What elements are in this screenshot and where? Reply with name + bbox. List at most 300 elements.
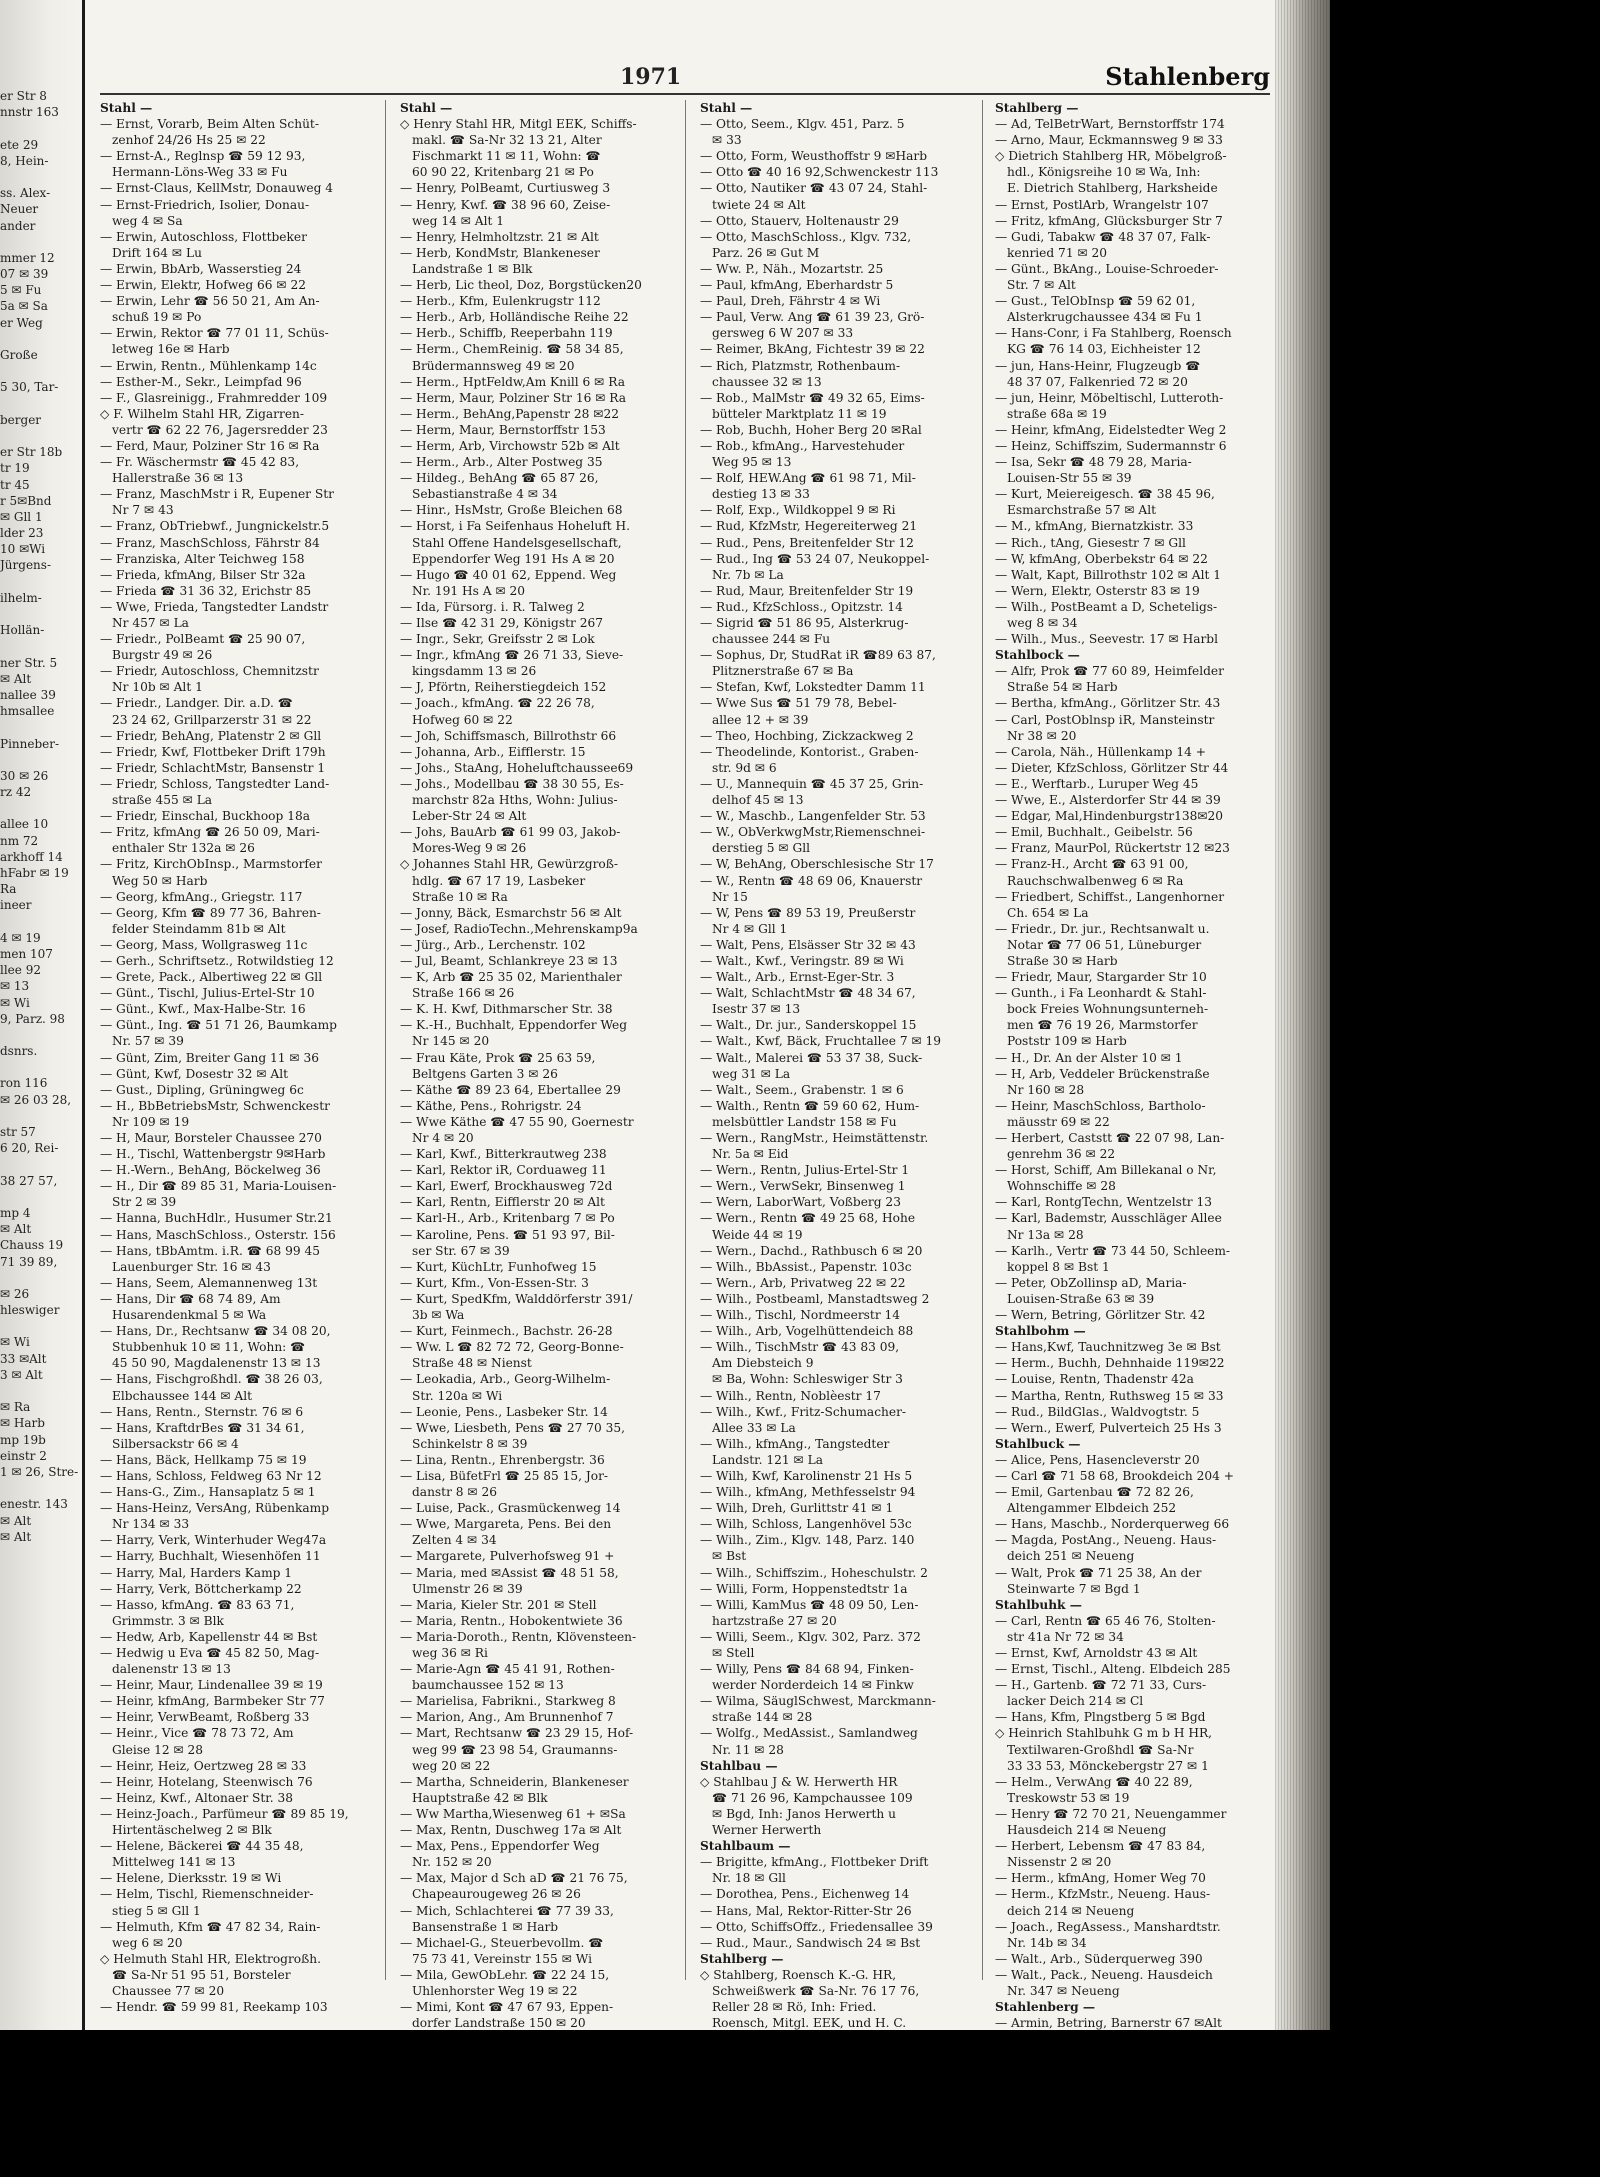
directory-entry: werder Norderdeich 14 ✉ Finkw <box>712 1678 914 1693</box>
directory-entry: — Henry, PolBeamt, Curtiusweg 3 <box>400 181 611 196</box>
section-heading: Stahlberg — <box>995 101 1079 115</box>
directory-entry: — Walt., Kwf, Bäck, Fruchtallee 7 ✉ 19 <box>700 1034 942 1049</box>
directory-entry: — Hans, Rentn., Sternstr. 76 ✉ 6 <box>100 1404 304 1419</box>
directory-entry: — Heinr, VerwBeamt, Roßberg 33 <box>100 1710 310 1725</box>
directory-entry: — Jul, Beamt, Schlankreye 23 ✉ 13 <box>400 953 618 968</box>
directory-entry: — Hasso, kfmAng. ☎ 83 63 71, <box>100 1597 295 1612</box>
directory-entry: Altengammer Elbdeich 252 <box>1007 1501 1177 1516</box>
directory-entry: — Wilh., kfmAng, Methfesselstr 94 <box>700 1485 916 1500</box>
directory-entry: Hofweg 60 ✉ 22 <box>412 712 513 727</box>
directory-entry: Nr 109 ✉ 19 <box>112 1114 190 1129</box>
directory-entry: — Günt., Tischl, Julius-Ertel-Str 10 <box>100 986 315 1001</box>
directory-entry: — H, Arb, Veddeler Brückenstraße <box>995 1066 1210 1081</box>
directory-entry: weg 4 ✉ Sa <box>112 213 183 228</box>
directory-entry: — Carl ☎ 71 58 68, Brookdeich 204 + <box>995 1468 1234 1483</box>
directory-entry: — Herm., BehAng,Papenstr 28 ✉22 <box>400 406 619 421</box>
directory-entry: danstr 8 ✉ 26 <box>412 1485 497 1500</box>
directory-entry: Nr. 191 Hs A ✉ 20 <box>412 583 526 598</box>
directory-entry: — Luise, Pack., Grasmückenweg 14 <box>400 1501 621 1516</box>
fragment-line: 1 ✉ 26, Stre- <box>0 1464 79 1479</box>
page-header <box>100 60 1270 90</box>
directory-entry: — Friedr., PolBeamt ☎ 25 90 07, <box>100 632 306 647</box>
directory-entry: — Günt, Zim, Breiter Gang 11 ✉ 36 <box>100 1050 320 1065</box>
fragment-line: mmer 12 <box>0 250 55 265</box>
directory-entry: ◇ Stahlberg, Roensch K.-G. HR, <box>700 1967 897 1982</box>
directory-entry: — Henry ☎ 72 70 21, Neuengammer <box>995 1806 1227 1821</box>
directory-entry: — Walt, Pens, Elsässer Str 32 ✉ 43 <box>700 937 916 952</box>
directory-entry: — Theo, Hochbing, Zickzackweg 2 <box>700 728 914 743</box>
directory-entry: — Gust., TelObInsp ☎ 59 62 01, <box>995 294 1196 309</box>
fragment-line: nallee 39 <box>0 687 56 702</box>
fragment-line: ✉ Alt <box>0 1222 32 1237</box>
directory-entry: E. Dietrich Stahlberg, Harksheide <box>1007 181 1218 196</box>
directory-entry: — Horst, Schiff, Am Billekanal o Nr, <box>995 1163 1217 1178</box>
directory-entry: — Hans, tBbAmtm. i.R. ☎ 68 99 45 <box>100 1243 321 1258</box>
directory-entry: — Henry, Helmholtzstr. 21 ✉ Alt <box>400 229 599 244</box>
directory-entry: weg 31 ✉ La <box>712 1066 791 1081</box>
directory-entry: — jun, Heinr, Möbeltischl, Lutteroth- <box>995 390 1224 405</box>
directory-entry: — Erwin, Rektor ☎ 77 01 11, Schüs- <box>100 326 329 341</box>
directory-entry: Nr. 5a ✉ Eid <box>712 1147 789 1162</box>
directory-entry: straße 455 ✉ La <box>112 793 213 808</box>
directory-entry: Stahl Offene Handelsgesellschaft, <box>412 535 622 550</box>
directory-entry: letweg 16e ✉ Harb <box>112 342 230 357</box>
directory-entry: — Wern., RangMstr., Heimstättenstr. <box>700 1131 929 1145</box>
section-heading: Stahl — <box>100 101 153 115</box>
directory-entry: Alsterkrugchaussee 434 ✉ Fu 1 <box>1007 310 1203 325</box>
fragment-line: dsnrs. <box>0 1044 38 1059</box>
directory-entry: — Herb., Schiffb, Reeperbahn 119 <box>400 326 613 341</box>
directory-entry: — Wilh., Arb, Vogelhüttendeich 88 <box>700 1324 914 1339</box>
directory-entry: — jun, Hans-Heinr, Flugzeugb ☎ <box>995 358 1201 373</box>
directory-entry: — Heinr, Hotelang, Steenwisch 76 <box>100 1774 313 1789</box>
directory-entry: — Helene, Bäckerei ☎ 44 35 48, <box>100 1839 304 1854</box>
directory-entry: ☎ 71 26 96, Kampchaussee 109 <box>712 1790 913 1805</box>
directory-entry: Roensch, Mitgl. EEK, und H. C. <box>712 2016 907 2031</box>
directory-entry: kenried 71 ✉ 20 <box>1007 245 1108 260</box>
directory-entry: — H., Dr. An der Alster 10 ✉ 1 <box>995 1050 1183 1065</box>
directory-entry: — Herm., Buchh, Dehnhaide 119✉22 <box>995 1356 1225 1371</box>
directory-entry: — Wern., Arb, Privatweg 22 ✉ 22 <box>700 1275 906 1290</box>
directory-entry: makl. ☎ Sa-Nr 32 13 21, Alter <box>412 133 602 148</box>
directory-entry: — Helm., VerwAng ☎ 40 22 89, <box>995 1774 1193 1789</box>
directory-entry: straße 144 ✉ 28 <box>712 1710 813 1725</box>
fragment-line: Hollän- <box>0 623 45 638</box>
directory-entry: ✉ 33 <box>712 133 742 148</box>
directory-entry: — Max, Pens., Eppendorfer Weg <box>400 1839 600 1854</box>
directory-entry: — Fr. Wäschermstr ☎ 45 42 83, <box>100 455 300 470</box>
directory-entry: — H.-Wern., BehAng, Böckelweg 36 <box>100 1163 321 1178</box>
directory-entry: — Walt., Kwf., Veringstr. 89 ✉ Wi <box>700 953 904 968</box>
fragment-line: ✉ Alt <box>0 1513 32 1528</box>
directory-entry: dalenenstr 13 ✉ 13 <box>112 1662 231 1677</box>
directory-entry: — K.-H., Buchhalt, Eppendorfer Weg <box>400 1018 628 1033</box>
fragment-line: tr 45 <box>0 477 30 492</box>
fragment-line: 9, Parz. 98 <box>0 1011 65 1026</box>
directory-entry: Esmarchstraße 57 ✉ Alt <box>1007 503 1157 518</box>
directory-entry: — Hinr., HsMstr, Große Bleichen 68 <box>400 503 623 518</box>
directory-entry: stieg 5 ✉ Gll 1 <box>112 1903 201 1918</box>
directory-entry: 23 24 62, Grillparzerstr 31 ✉ 22 <box>112 712 312 727</box>
fragment-line: allee 10 <box>0 817 49 832</box>
directory-entry: — Walt, Kapt, Billrothstr 102 ✉ Alt 1 <box>995 567 1222 582</box>
directory-entry: — Walth., Rentn ☎ 59 60 62, Hum- <box>700 1098 920 1113</box>
directory-entry: — Otto, Seem., Klgv. 451, Parz. 5 <box>700 117 905 132</box>
directory-entry: — W., ObVerkwgMstr,Riemenschnei- <box>700 825 926 840</box>
directory-entry: — Willi, Seem., Klgv. 302, Parz. 372 <box>700 1629 921 1644</box>
fragment-line: str 57 <box>0 1125 36 1139</box>
directory-entry: — Friedr, Kwf, Flottbeker Drift 179h <box>100 744 326 759</box>
directory-entry: — Wwe, Margareta, Pens. Bei den <box>400 1517 612 1532</box>
directory-entry: Plitznerstraße 67 ✉ Ba <box>712 664 854 679</box>
directory-entry: — Reimer, BkAng, Fichtestr 39 ✉ 22 <box>700 342 925 357</box>
directory-entry: Louisen-Str 55 ✉ 39 <box>1007 471 1132 486</box>
directory-entry: — Marion, Ang., Am Brunnenhof 7 <box>400 1710 614 1725</box>
directory-entry: — H., Gartenb. ☎ 72 71 33, Curs- <box>995 1678 1207 1693</box>
directory-entry: lacker Deich 214 ✉ Cl <box>1007 1694 1144 1709</box>
directory-entry: hartzstraße 27 ✉ 20 <box>712 1613 837 1628</box>
directory-entry: Stubbenhuk 10 ✉ 11, Wohn: ☎ <box>112 1340 306 1355</box>
directory-entry: deich 214 ✉ Neueng <box>1007 1903 1135 1918</box>
directory-entry: str. 9d ✉ 6 <box>712 760 777 775</box>
directory-entry: — H., Dir ☎ 89 85 31, Maria-Louisen- <box>100 1179 337 1194</box>
directory-entry: — Hans, Bäck, Hellkamp 75 ✉ 19 <box>100 1452 307 1467</box>
directory-entry: — Karl-H., Arb., Kritenbarg 7 ✉ Po <box>400 1211 615 1226</box>
directory-entry: — Willi, Form, Hoppenstedtstr 1a <box>700 1581 908 1596</box>
fragment-line: ✉ 13 <box>0 979 30 994</box>
directory-entry: — Heinr, Heiz, Oertzweg 28 ✉ 33 <box>100 1758 307 1773</box>
directory-entry: — Ilse ☎ 42 31 29, Königstr 267 <box>400 616 603 630</box>
directory-entry: Silbersackstr 66 ✉ 4 <box>112 1436 239 1451</box>
directory-entry: — Wilh., Tischl, Nordmeerstr 14 <box>700 1308 901 1323</box>
directory-entry: — Theodelinde, Kontorist., Graben- <box>700 744 919 759</box>
directory-entry: — Georg, Kfm ☎ 89 77 36, Bahren- <box>100 905 321 920</box>
fragment-line: ✉ Alt <box>0 1529 32 1544</box>
directory-entry: — Wilh., Zim., Klgv. 148, Parz. 140 <box>700 1533 915 1548</box>
directory-entry: — Friedr., Landger. Dir. a.D. ☎ <box>100 696 293 711</box>
directory-entry: — Rud., KfzSchloss., Opitzstr. 14 <box>700 599 903 614</box>
fragment-line: 71 39 89, <box>0 1254 58 1269</box>
fragment-line: mp 4 <box>0 1205 31 1220</box>
column-divider <box>685 100 686 1980</box>
fragment-line <box>0 800 78 816</box>
directory-entry: Chapeaurougeweg 26 ✉ 26 <box>412 1887 581 1902</box>
directory-entry: Burgstr 49 ✉ 26 <box>112 648 213 663</box>
directory-entry: — Johanna, Arb., Eifflerstr. 15 <box>400 744 586 759</box>
directory-entry: — Rolf, HEW.Ang ☎ 61 98 71, Mil- <box>700 471 916 486</box>
fragment-line: r 5✉Bnd <box>0 493 52 508</box>
fragment-line: ✉ Wi <box>0 995 30 1010</box>
directory-entry: — Günt., Ing. ☎ 51 71 26, Baumkamp <box>100 1018 337 1033</box>
directory-entry: dorfer Landstraße 150 ✉ 20 <box>412 2016 586 2031</box>
directory-entry: Nr 4 ✉ Gll 1 <box>712 921 788 936</box>
fragment-line <box>0 1108 78 1124</box>
directory-entry: ✉ Stell <box>712 1646 755 1660</box>
fragment-line: ner Str. 5 <box>0 655 58 670</box>
directory-entry: — Joach., RegAssess., Manshardtstr. <box>995 1919 1221 1934</box>
column-divider <box>982 100 983 1980</box>
directory-entry: 75 73 41, Vereinstr 155 ✉ Wi <box>412 1951 592 1966</box>
directory-entry: — Wern., VerwSekr, Binsenweg 1 <box>700 1179 906 1194</box>
directory-entry: — Hans, MaschSchloss., Osterstr. 156 <box>100 1227 336 1242</box>
directory-entry: — Wern, Elektr, Osterstr 83 ✉ 19 <box>995 583 1200 598</box>
directory-entry: — Friedr, Einschal, Buckhoop 18a <box>100 809 310 824</box>
directory-entry: Chaussee 77 ✉ 20 <box>112 1983 225 1998</box>
directory-entry: — Michael-G., Steuerbevollm. ☎ <box>400 1935 604 1950</box>
directory-entry: Allee 33 ✉ La <box>712 1420 796 1435</box>
directory-entry: — Wwe, E., Alsterdorfer Str 44 ✉ 39 <box>995 793 1221 808</box>
directory-entry: — Henry, Kwf. ☎ 38 96 60, Zeise- <box>400 197 611 212</box>
directory-entry: — Herm., ChemReinig. ☎ 58 34 85, <box>400 342 624 357</box>
directory-entry: — Hans, Kfm, Plngstberg 5 ✉ Bgd <box>995 1710 1206 1725</box>
directory-entry: — Paul, Verw. Ang ☎ 61 39 23, Grö- <box>700 310 925 325</box>
fragment-line <box>0 606 78 622</box>
fragment-line <box>0 1318 78 1334</box>
directory-entry: — W, Pens ☎ 89 53 19, Preußerstr <box>700 905 916 920</box>
directory-entry: — W., Maschb., Langenfelder Str. 53 <box>700 809 926 824</box>
directory-entry: Landstraße 1 ✉ Blk <box>412 261 533 276</box>
directory-entry: kingsdamm 13 ✉ 26 <box>412 664 537 679</box>
directory-entry: — Gudi, Tabakw ☎ 48 37 07, Falk- <box>995 229 1211 244</box>
directory-entry: Ulmenstr 26 ✉ 39 <box>412 1581 523 1596</box>
directory-entry: — Wern, Betring, Görlitzer Str. 42 <box>995 1308 1206 1323</box>
directory-entry: — Maria, Rentn., Hobokentwiete 36 <box>400 1613 623 1628</box>
directory-entry: — Wilh., Kwf., Fritz-Schumacher- <box>700 1404 907 1419</box>
directory-entry: — Wilh., Postbeaml, Manstadtsweg 2 <box>700 1291 930 1306</box>
directory-entry: — Herm., HptFeldw,Am Knill 6 ✉ Ra <box>400 374 625 389</box>
directory-entry: — Karoline, Pens. ☎ 51 93 97, Bil- <box>400 1227 615 1242</box>
fragment-line: enestr. 143 <box>0 1497 68 1512</box>
directory-entry: — Kurt, Feinmech., Bachstr. 26-28 <box>400 1324 613 1339</box>
directory-entry: — Gunth., i Fa Leonhardt & Stahl- <box>995 986 1207 1001</box>
directory-entry: — Johs, BauArb ☎ 61 99 03, Jakob- <box>400 825 621 840</box>
directory-entry: — Hans, Seem, Alemannenweg 13t <box>100 1275 318 1290</box>
directory-entry: — Mart, Rechtsanw ☎ 23 29 15, Hof- <box>400 1726 634 1741</box>
directory-entry: — H., Tischl, Wattenbergstr 9✉Harb <box>100 1147 326 1162</box>
directory-entry: — Rud., Maur., Sandwisch 24 ✉ Bst <box>700 1935 921 1950</box>
directory-entry: — Ernst, PostlArb, Wrangelstr 107 <box>995 197 1209 212</box>
directory-entry: — K. H. Kwf, Dithmarscher Str. 38 <box>400 1002 613 1017</box>
fragment-line <box>0 120 78 136</box>
directory-entry: — Alice, Pens, Hasencleverstr 20 <box>995 1452 1200 1467</box>
directory-entry: — Carl, PostOblnsp iR, Mansteinstr <box>995 712 1215 727</box>
fragment-line <box>0 396 78 412</box>
directory-entry: — Fritz, kfmAng, Glücksburger Str 7 <box>995 213 1223 228</box>
directory-entry: — Ernst-Claus, KellMstr, Donauweg 4 <box>100 181 334 196</box>
directory-entry: — Hans-Conr, i Fa Stahlberg, Roensch <box>995 326 1232 341</box>
directory-entry: Nr 38 ✉ 20 <box>1007 728 1077 743</box>
directory-entry: weg 20 ✉ 22 <box>412 1758 491 1773</box>
directory-entry: — Franz, ObTriebwf., Jungnickelstr.5 <box>100 519 330 534</box>
page-number: 1971 <box>620 64 682 90</box>
directory-entry: — Wilh., PostBeamt a D, Scheteligs- <box>995 599 1218 614</box>
directory-entry: — Erwin, Autoschloss, Flottbeker <box>100 229 307 244</box>
directory-entry: — Franz, MaurPol, Rückertstr 12 ✉23 <box>995 841 1230 856</box>
column-divider <box>385 100 386 1980</box>
directory-entry: — Herbert, Lebensm ☎ 47 83 84, <box>995 1839 1206 1854</box>
directory-entry: — Leokadia, Arb., Georg-Wilhelm- <box>400 1372 611 1387</box>
directory-entry: — Lisa, BüfetFrl ☎ 25 85 15, Jor- <box>400 1468 609 1483</box>
directory-entry: — Max, Major d Sch aD ☎ 21 76 75, <box>400 1871 628 1886</box>
directory-entry: — Rud., BildGlas., Waldvogtstr. 5 <box>995 1404 1200 1419</box>
directory-entry: — Friedbert, Schiffst., Langenhorner <box>995 889 1225 904</box>
directory-entry: — Emil, Buchhalt., Geibelstr. 56 <box>995 825 1193 840</box>
directory-entry: derstieg 5 ✉ Gll <box>712 841 811 856</box>
directory-entry: — Horst, i Fa Seifenhaus Hoheluft H. <box>400 519 630 534</box>
directory-entry: felder Steindamm 81b ✉ Alt <box>112 921 286 936</box>
fragment-line: 8, Hein- <box>0 153 49 168</box>
directory-entry: — Arno, Maur, Eckmannsweg 9 ✉ 33 <box>995 133 1223 148</box>
directory-entry: — Heinz-Joach., Parfümeur ☎ 89 85 19, <box>100 1806 349 1821</box>
directory-entry: — Armin, Betring, Barnerstr 67 ✉Alt <box>995 2016 1222 2031</box>
directory-entry: Schweißwerk ☎ Sa-Nr. 76 17 76, <box>712 1983 920 1998</box>
directory-entry: — Wolfg., MedAssist., Samlandweg <box>700 1726 918 1741</box>
directory-entry: — Käthe, Pens., Rohrigstr. 24 <box>400 1098 582 1113</box>
fragment-line <box>0 752 78 768</box>
directory-entry: Louisen-Straße 63 ✉ 39 <box>1007 1291 1155 1306</box>
directory-entry: — Heinz, Kwf., Altonaer Str. 38 <box>100 1790 294 1805</box>
directory-entry: — Wwe, Frieda, Tangstedter Landstr <box>100 599 329 614</box>
directory-entry: — Hans-Heinz, VersAng, Rübenkamp <box>100 1501 330 1516</box>
directory-entry: 45 50 90, Magdalenenstr 13 ✉ 13 <box>112 1356 321 1371</box>
directory-entry: — Friedr, SchlachtMstr, Bansenstr 1 <box>100 760 326 775</box>
directory-entry: hdlg. ☎ 67 17 19, Lasbeker <box>412 873 586 888</box>
directory-entry: Steinwarte 7 ✉ Bgd 1 <box>1007 1581 1141 1596</box>
directory-entry: — Otto, Stauerv, Holtenaustr 29 <box>700 213 899 228</box>
directory-entry: koppel 8 ✉ Bst 1 <box>1007 1259 1110 1274</box>
fragment-line <box>0 1383 78 1399</box>
directory-entry: allee 12 + ✉ 39 <box>712 712 809 727</box>
fragment-line: rz 42 <box>0 785 32 800</box>
directory-entry: Beltgens Garten 3 ✉ 26 <box>412 1066 558 1081</box>
directory-entry: Str. 7 ✉ Alt <box>1007 278 1076 293</box>
directory-entry: Lauenburger Str. 16 ✉ 43 <box>112 1259 271 1274</box>
fragment-line: ✉ 26 <box>0 1286 30 1301</box>
directory-entry: 60 90 22, Kritenbarg 21 ✉ Po <box>412 165 594 180</box>
directory-entry: — Stefan, Kwf, Lokstedter Damm 11 <box>700 680 926 695</box>
directory-entry: — Emil, Gartenbau ☎ 72 82 26, <box>995 1485 1194 1500</box>
directory-entry: — Rud, Maur, Breitenfelder Str 19 <box>700 583 914 598</box>
directory-entry: Nr. 57 ✉ 39 <box>112 1034 184 1049</box>
directory-entry: — Esther-M., Sekr., Leimpfad 96 <box>100 374 302 389</box>
directory-entry: Brüdermannsweg 49 ✉ 20 <box>412 358 575 373</box>
directory-entry: Str. 120a ✉ Wi <box>412 1388 503 1403</box>
directory-entry: Husarendenkmal 5 ✉ Wa <box>112 1308 267 1323</box>
facing-page-fragments <box>0 88 78 1545</box>
directory-entry: Nr 145 ✉ 20 <box>412 1034 490 1049</box>
directory-entry: — Wilh., TischMstr ☎ 43 83 09, <box>700 1340 900 1355</box>
fragment-line: ✉ Harb <box>0 1416 45 1431</box>
directory-entry: — Wern., Rentn ☎ 49 25 68, Hohe <box>700 1211 916 1226</box>
directory-entry: — H, Maur, Borsteler Chaussee 270 <box>100 1131 322 1145</box>
fragment-line: ineer <box>0 898 32 913</box>
directory-entry: Eppendorfer Weg 191 Hs A ✉ 20 <box>412 551 615 566</box>
directory-entry: — Erwin, Rentn., Mühlenkamp 14c <box>100 358 317 373</box>
directory-entry: 3b ✉ Wa <box>412 1308 465 1323</box>
fragment-line: Große <box>0 348 38 362</box>
directory-entry: — Sigrid ☎ 51 86 95, Alsterkrug- <box>700 616 909 630</box>
directory-entry: — Wilma, SäuglSchwest, Marckmann- <box>700 1694 936 1709</box>
directory-entry: — Wilh., Schiffszim., Hoheschulstr. 2 <box>700 1565 928 1580</box>
fragment-line: 3 ✉ Alt <box>0 1367 43 1382</box>
directory-entry: — Sophus, Dr, StudRat iR ☎89 63 87, <box>700 648 936 663</box>
directory-entry: — Kurt, SpedKfm, Walddörferstr 391/ <box>400 1291 633 1306</box>
header-rule <box>100 93 1270 95</box>
directory-entry: Nr 457 ✉ La <box>112 616 189 630</box>
directory-entry: — Wilh., kfmAng., Tangstedter <box>700 1436 890 1451</box>
directory-entry: — Gerh., Schriftsetz., Rotwildstieg 12 <box>100 953 334 968</box>
directory-entry: — Günt., BkAng., Louise-Schroeder- <box>995 261 1219 276</box>
directory-entry: — W, BehAng, Oberschlesische Str 17 <box>700 857 934 872</box>
directory-entry: schuß 19 ✉ Po <box>112 310 202 325</box>
directory-entry: KG ☎ 76 14 03, Eichheister 12 <box>1007 342 1201 357</box>
directory-entry: — Franz, MaschSchloss, Fährstr 84 <box>100 535 320 550</box>
directory-entry: ◇ Helmuth Stahl HR, Elektrogroßh. <box>100 1951 321 1966</box>
directory-entry: — Margarete, Pulverhofsweg 91 + <box>400 1549 615 1564</box>
directory-entry: — Wern., Dachd., Rathbusch 6 ✉ 20 <box>700 1243 923 1258</box>
directory-entry: Am Diebsteich 9 <box>712 1356 814 1371</box>
fragment-line: nm 72 <box>0 833 39 848</box>
fragment-line <box>0 719 78 735</box>
directory-entry: — Otto, Nautiker ☎ 43 07 24, Stahl- <box>700 181 928 196</box>
directory-entry: — Hans, Dr., Rechtsanw ☎ 34 08 20, <box>100 1324 331 1339</box>
directory-entry: — Heinr, kfmAng, Barmbeker Str 77 <box>100 1694 325 1709</box>
directory-entry: Treskowstr 53 ✉ 19 <box>1007 1790 1130 1805</box>
directory-columns <box>100 100 1270 2031</box>
directory-entry: — Helmuth, Kfm ☎ 47 82 34, Rain- <box>100 1919 321 1934</box>
directory-entry: Grimmstr. 3 ✉ Blk <box>112 1613 224 1628</box>
directory-entry: Rauchschwalbenweg 6 ✉ Ra <box>1007 873 1184 888</box>
directory-entry: hdl., Königsreihe 10 ✉ Wa, Inh: <box>1007 165 1201 180</box>
directory-entry: — Rob., MalMstr ☎ 49 32 65, Eims- <box>700 390 925 405</box>
directory-entry: — Herm., kfmAng, Homer Weg 70 <box>995 1871 1206 1886</box>
fragment-line: tr 19 <box>0 461 30 476</box>
directory-entry: — Ww. L ☎ 82 72 72, Georg-Bonne- <box>400 1340 624 1355</box>
directory-entry: — Heinr, Maur, Lindenallee 39 ✉ 19 <box>100 1678 323 1693</box>
fragment-line: hmsallee <box>0 704 55 719</box>
directory-entry: — Friedr, Autoschloss, Chemnitzstr <box>100 664 319 679</box>
directory-entry: — H., BbBetriebsMstr, Schwenckestr <box>100 1098 330 1113</box>
directory-entry: zenhof 24/26 Hs 25 ✉ 22 <box>112 133 266 148</box>
fragment-line: 10 ✉Wi <box>0 542 46 557</box>
directory-entry: — Marielisa, Fabrikni., Starkweg 8 <box>400 1694 616 1709</box>
directory-entry: Straße 166 ✉ 26 <box>412 986 515 1001</box>
fragment-line: ✉ Wi <box>0 1335 30 1350</box>
directory-entry: — Wwe Käthe ☎ 47 55 90, Goernestr <box>400 1114 634 1129</box>
fragment-line: ss. Alex- <box>0 186 51 201</box>
directory-entry: Hallerstraße 36 ✉ 13 <box>112 471 244 486</box>
directory-entry: — Willy, Pens ☎ 84 68 94, Finken- <box>700 1662 914 1677</box>
directory-entry: — Walt., Arb., Süderquerweg 390 <box>995 1951 1203 1966</box>
directory-entry: weg 6 ✉ 20 <box>112 1935 183 1950</box>
directory-entry: — Käthe ☎ 89 23 64, Ebertallee 29 <box>400 1082 621 1097</box>
directory-entry: Notar ☎ 77 06 51, Lüneburger <box>1007 937 1202 952</box>
directory-entry: — Walt., Pack., Neueng. Hausdeich <box>995 1967 1213 1982</box>
directory-entry: Straße 48 ✉ Nienst <box>412 1356 532 1371</box>
directory-entry: — Wwe Sus ☎ 51 79 78, Bebel- <box>700 696 897 711</box>
directory-entry: Nr. 18 ✉ Gll <box>712 1871 786 1886</box>
directory-entry: Drift 164 ✉ Lu <box>112 245 202 260</box>
directory-entry: — Maria, Kieler Str. 201 ✉ Stell <box>400 1597 597 1612</box>
directory-entry: — Hans, Dir ☎ 68 74 89, Am <box>100 1291 281 1306</box>
section-heading: Stahlbuck — <box>995 1436 1081 1451</box>
directory-entry: — Alfr, Prok ☎ 77 60 89, Heimfelder <box>995 664 1224 679</box>
directory-entry: Reller 28 ✉ Rö, Inh: Fried. <box>712 2000 877 2015</box>
fragment-line <box>0 331 78 347</box>
fragment-line <box>0 169 78 185</box>
directory-entry: — Harry, Buchhalt, Wiesenhöfen 11 <box>100 1549 321 1564</box>
directory-entry: — Hendr. ☎ 59 99 81, Reekamp 103 <box>100 2000 328 2015</box>
